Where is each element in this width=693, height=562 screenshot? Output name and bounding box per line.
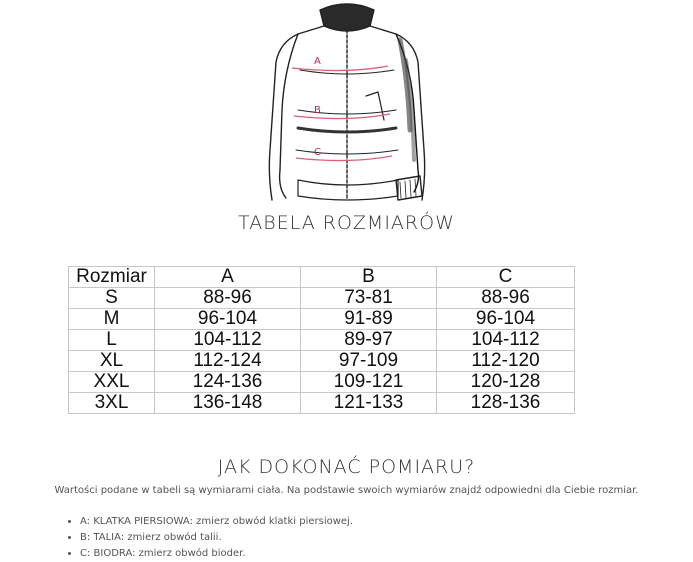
table-row <box>69 309 575 330</box>
cell-b: 91-89 <box>301 309 437 330</box>
marker-a: A <box>314 56 321 67</box>
marker-c: C <box>314 147 321 158</box>
list-item: • C: BIODRA: zmierz obwód bioder. <box>80 546 353 562</box>
cell-c: 88-96 <box>437 288 575 309</box>
list-item: • A: KLATKA PIERSIOWA: zmierz obwód klatki piersiowej. <box>80 514 353 530</box>
cell-c: 112-120 <box>437 351 575 372</box>
cell-size: M <box>69 309 155 330</box>
cell-size: XL <box>69 351 155 372</box>
cell-size: XXL <box>69 372 155 393</box>
header-a: A <box>155 267 301 288</box>
cell-b: 121-133 <box>301 393 437 414</box>
howto-title: JAK DOKONAĆ POMIARU? <box>217 456 476 478</box>
cell-c: 96-104 <box>437 309 575 330</box>
cell-c: 104-112 <box>437 330 575 351</box>
table-header-row <box>69 267 575 288</box>
marker-b: B <box>314 105 321 116</box>
header-c: C <box>437 267 575 288</box>
cell-c: 128-136 <box>437 393 575 414</box>
cell-c: 120-128 <box>437 372 575 393</box>
measurement-list <box>66 514 353 562</box>
header-b: B <box>301 267 437 288</box>
cell-b: 97-109 <box>301 351 437 372</box>
cell-b: 73-81 <box>301 288 437 309</box>
cell-b: 89-97 <box>301 330 437 351</box>
header-size: Rozmiar <box>69 267 155 288</box>
table-row <box>69 393 575 414</box>
cell-size: 3XL <box>69 393 155 414</box>
cell-b: 109-121 <box>301 372 437 393</box>
howto-intro: Wartości podane w tabeli są wymiarami ciała. Na podstawie swoich wymiarów znajdź odpowiedni dla Ciebie rozmiar. <box>54 485 639 496</box>
jacket-diagram <box>258 0 436 206</box>
table-row <box>69 330 575 351</box>
cell-size: L <box>69 330 155 351</box>
cell-size: S <box>69 288 155 309</box>
size-table <box>68 266 575 414</box>
table-row <box>69 351 575 372</box>
cell-a: 88-96 <box>155 288 301 309</box>
list-item: • B: TALIA: zmierz obwód talii. <box>80 530 353 546</box>
cell-a: 124-136 <box>155 372 301 393</box>
size-table-title: TABELA ROZMIARÓW <box>238 212 455 234</box>
cell-a: 112-124 <box>155 351 301 372</box>
table-row <box>69 288 575 309</box>
cell-a: 96-104 <box>155 309 301 330</box>
cell-a: 104-112 <box>155 330 301 351</box>
cell-a: 136-148 <box>155 393 301 414</box>
table-row <box>69 372 575 393</box>
